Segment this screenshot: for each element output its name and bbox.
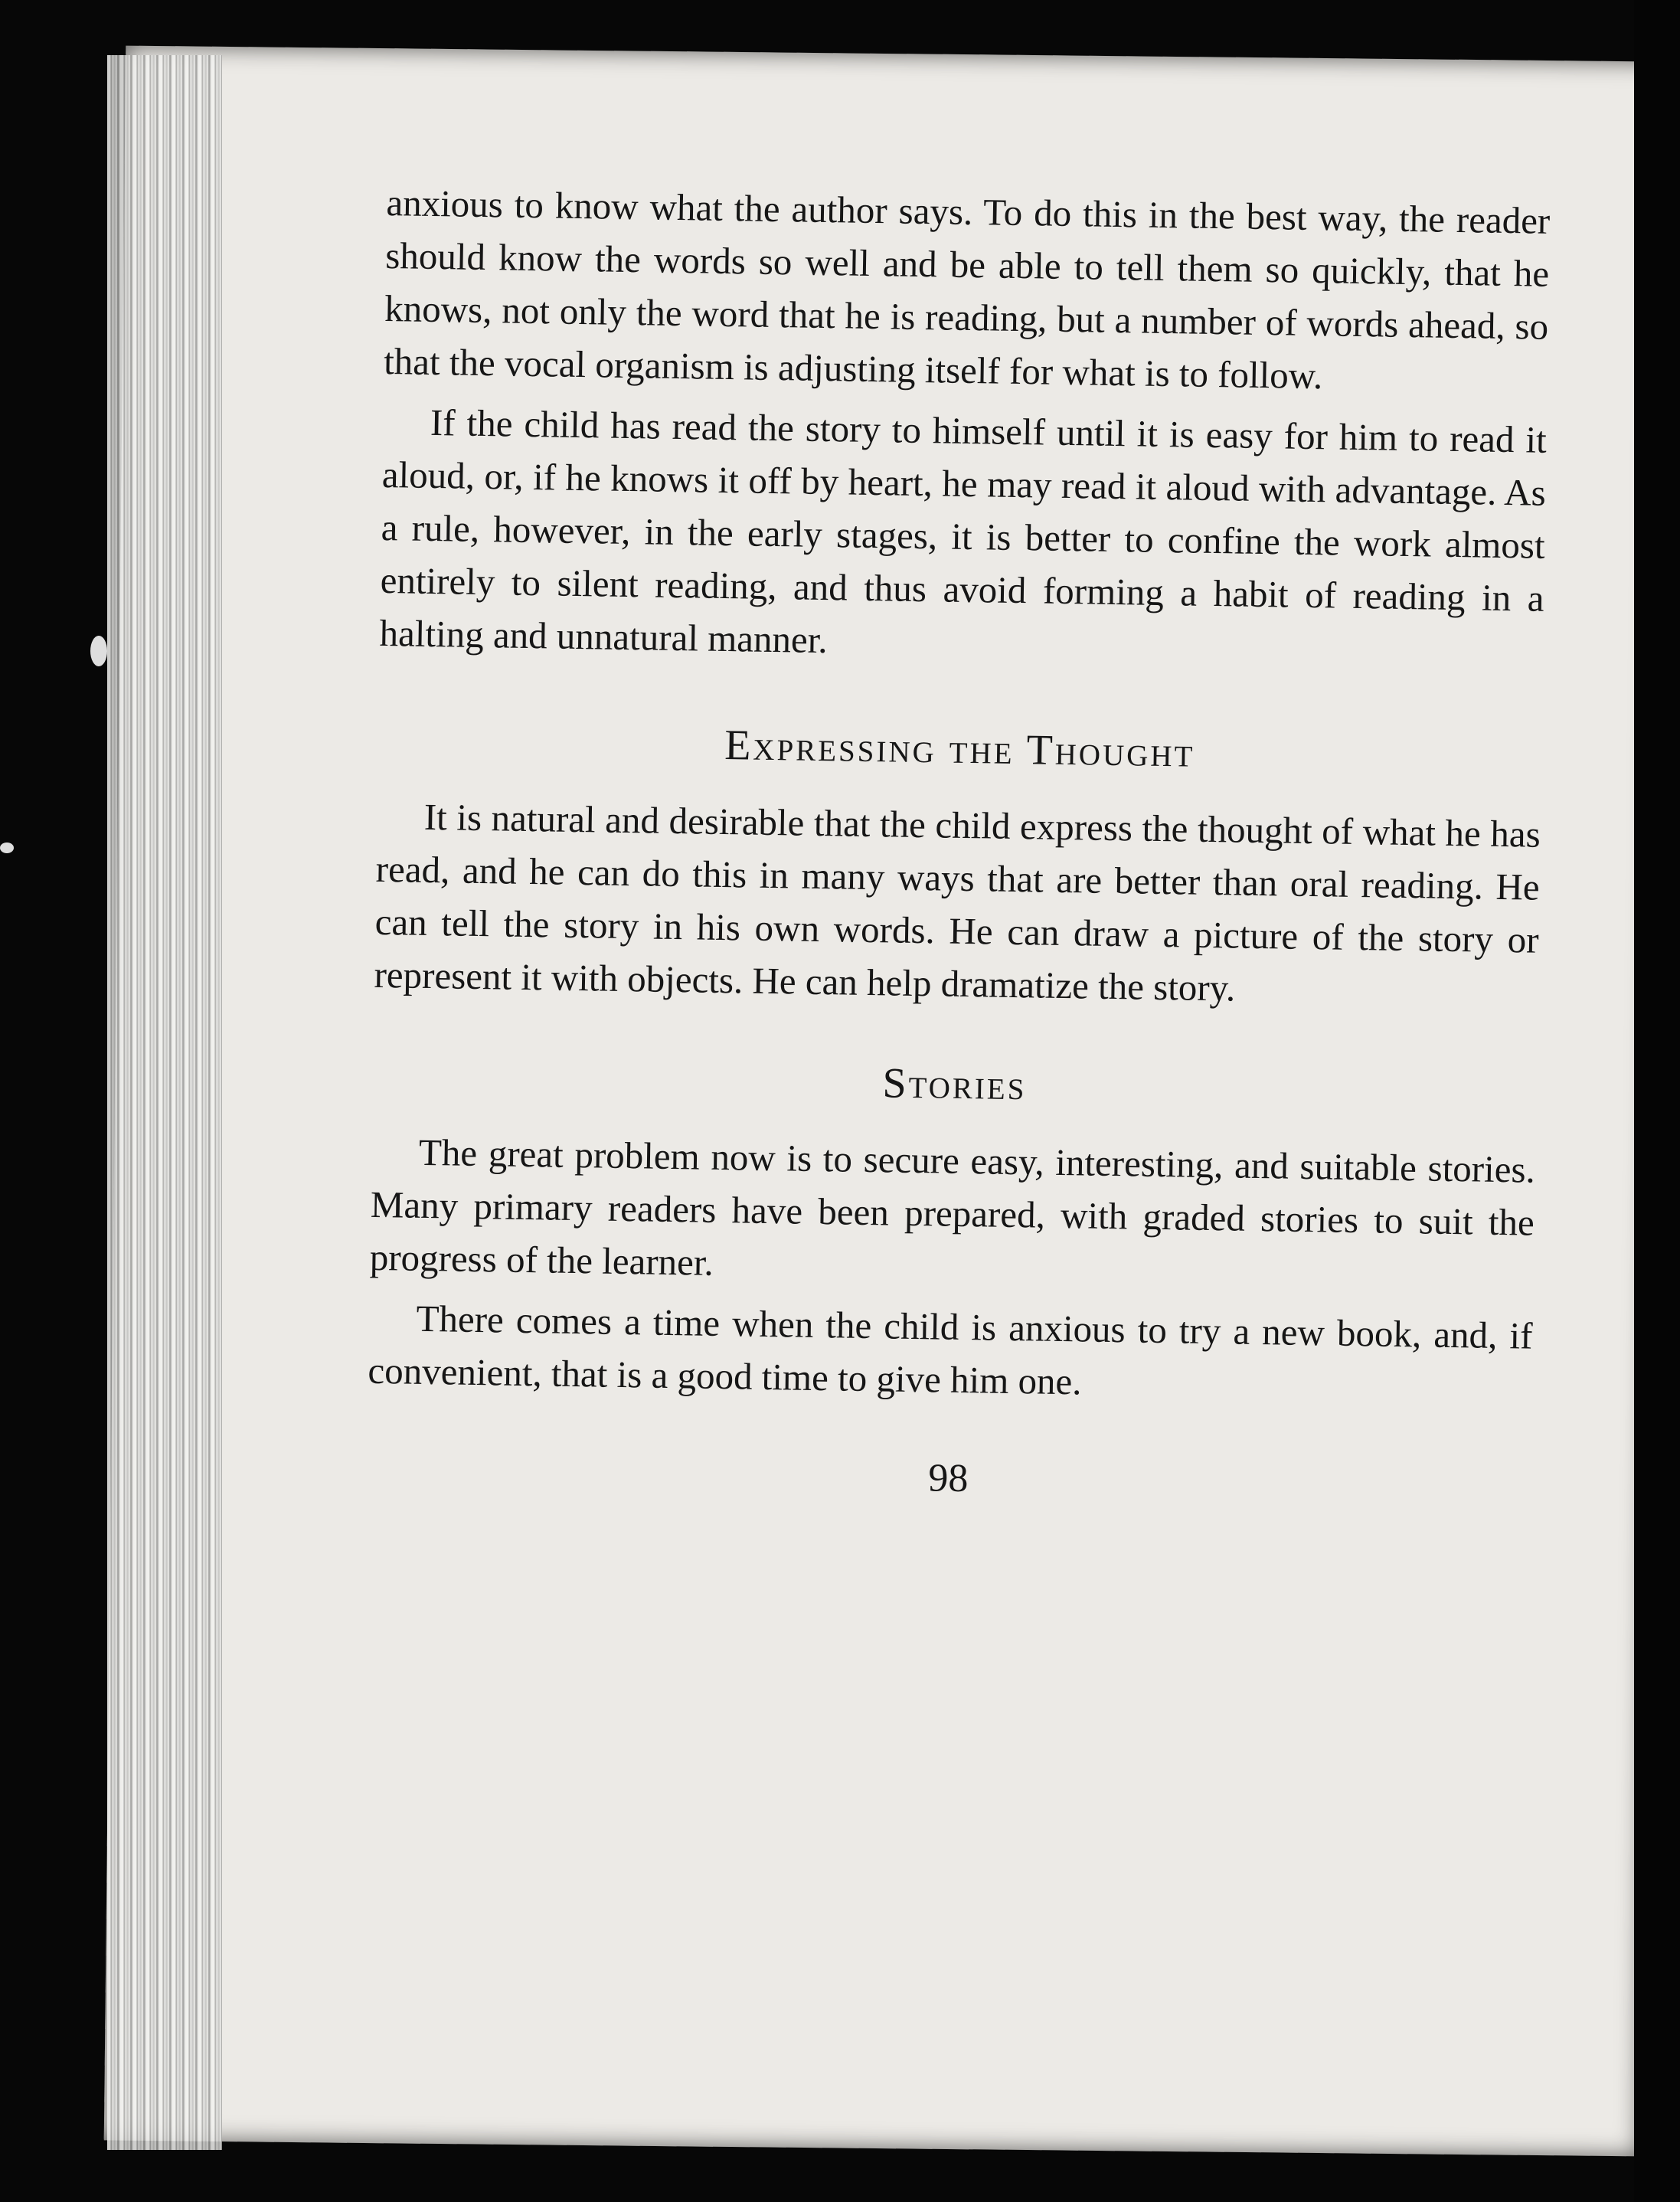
section-heading-expressing: Expressing the Thought — [724, 721, 1195, 777]
section-heading-stories: Stories — [882, 1059, 1027, 1110]
page-text — [366, 176, 1551, 1514]
scan-speck — [90, 636, 107, 666]
paragraph: It is natural and desirable that the child express the thought of what he has read, and he can do this in many ways that are better than oral reading. He can tell the story in his own words. He can draw a picture of the story or represent it with objects. He can help dramatize the story. — [374, 795, 1541, 1009]
paragraph-continued: anxious to know what the author says. To do this in the best way, the reader should know the words so well and be able to tell them so quickly, that he knows, not only the word that he is reading, but a number of words ahead, so that the vocal organism is adjusting itself for what is to follow. — [383, 181, 1551, 398]
paragraph: The great problem now is to secure easy, interesting, and suitable stories. Many primary readers have been prepared, with graded stories to suit the progress of the learner. — [369, 1130, 1536, 1284]
paragraph: If the child has read the story to himself until it is easy for him to read it aloud, or, if he knows it off by heart, he may read it aloud with advantage. As a rule, however, in the early stages, it is better to confine the work almost entirely to silent reading, and thus avoid forming a habit of reading in a halting and unnatural manner. — [379, 401, 1548, 662]
paragraph: There comes a time when the child is anxious to try a new book, and, if convenient, that is a good time to give him one. — [368, 1297, 1533, 1403]
page-edges — [107, 55, 222, 2150]
scan-speck — [0, 843, 14, 853]
scan-border — [1634, 0, 1680, 2202]
page-number: 98 — [927, 1456, 969, 1501]
